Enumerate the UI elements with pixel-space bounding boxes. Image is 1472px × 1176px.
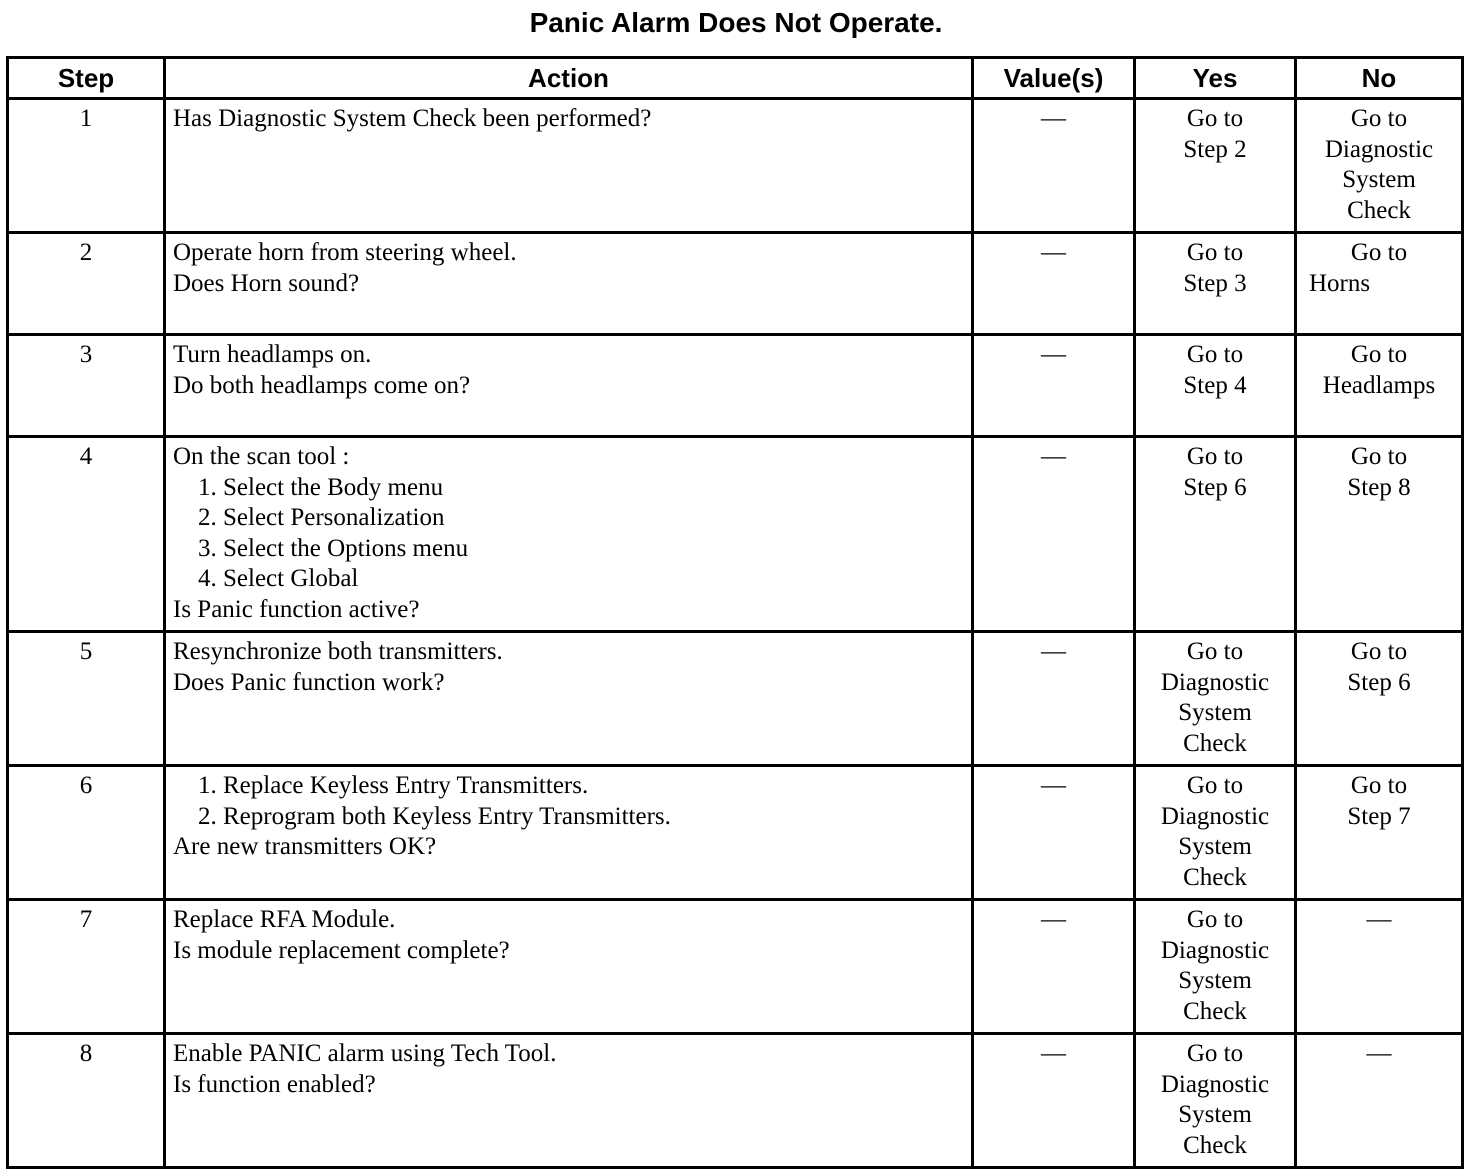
action-line: Is module replacement complete? (173, 936, 510, 964)
action-line: Resynchronize both transmitters. (173, 638, 503, 665)
action-cell (165, 437, 973, 632)
table-row (8, 437, 1463, 632)
header-action: Action (165, 58, 973, 99)
yes-cell (1135, 99, 1296, 233)
no-cell (1296, 632, 1463, 766)
header-values: Value(s) (973, 58, 1135, 99)
yes-line: Diagnostic (1160, 802, 1270, 830)
yes-line: Go to (1186, 772, 1244, 799)
yes-line: System (1178, 1101, 1252, 1128)
value-cell: — (973, 99, 1135, 233)
yes-line: Step 2 (1183, 135, 1247, 163)
action-line: Is Panic function active? (173, 595, 420, 623)
no-line: — (1366, 1040, 1392, 1067)
value-cell: — (973, 1034, 1135, 1168)
yes-line: Go to (1186, 239, 1244, 266)
value-cell: — (973, 766, 1135, 900)
yes-line: Check (1183, 1131, 1247, 1159)
action-substep: 4. Select Global (198, 565, 359, 592)
yes-cell (1135, 437, 1296, 632)
action-line: Do both headlamps come on? (173, 371, 471, 399)
table-row (8, 233, 1463, 335)
yes-line: Go to (1186, 1040, 1244, 1067)
action-line: Has Diagnostic System Check been performed? (173, 105, 652, 132)
yes-line: Go to (1186, 341, 1244, 368)
step-number: 3 (8, 335, 165, 437)
action-substep: 1. Replace Keyless Entry Transmitters. (198, 772, 589, 799)
yes-cell (1135, 233, 1296, 335)
no-line: Go to (1350, 341, 1408, 368)
no-line: Go to (1350, 105, 1408, 132)
yes-line: Diagnostic (1160, 936, 1270, 964)
table-row (8, 766, 1463, 900)
action-line: Replace RFA Module. (173, 906, 396, 933)
no-line: — (1366, 906, 1392, 933)
no-line: Diagnostic (1324, 135, 1434, 163)
value-cell: — (973, 233, 1135, 335)
no-line: Go to (1350, 772, 1408, 799)
table-row (8, 900, 1463, 1034)
action-cell (165, 766, 973, 900)
value-cell: — (973, 335, 1135, 437)
yes-cell (1135, 900, 1296, 1034)
step-number: 5 (8, 632, 165, 766)
step-number: 8 (8, 1034, 165, 1168)
step-number: 7 (8, 900, 165, 1034)
table-row (8, 1034, 1463, 1168)
action-line: Is function enabled? (173, 1070, 376, 1098)
yes-line: Go to (1186, 906, 1244, 933)
yes-line: Check (1183, 863, 1247, 891)
action-line: On the scan tool : (173, 443, 350, 470)
header-yes: Yes (1135, 58, 1296, 99)
action-cell (165, 233, 973, 335)
no-line: System (1342, 166, 1416, 193)
yes-line: System (1178, 833, 1252, 860)
yes-line: System (1178, 699, 1252, 726)
yes-line: Step 6 (1183, 473, 1247, 501)
action-line: Operate horn from steering wheel. (173, 239, 517, 266)
yes-line: Check (1183, 729, 1247, 757)
no-cell (1296, 766, 1463, 900)
no-line: Step 7 (1347, 802, 1411, 830)
value-cell: — (973, 437, 1135, 632)
yes-line: Step 3 (1183, 269, 1247, 297)
action-substep: 2. Select Personalization (198, 504, 445, 531)
no-cell (1296, 900, 1463, 1034)
no-cell (1296, 437, 1463, 632)
no-line: Go to (1350, 239, 1408, 266)
value-cell: — (973, 900, 1135, 1034)
no-cell (1296, 1034, 1463, 1168)
table-header-row (8, 58, 1463, 99)
action-line: Does Horn sound? (173, 269, 360, 297)
table-row (8, 335, 1463, 437)
action-cell (165, 99, 973, 233)
action-line: Enable PANIC alarm using Tech Tool. (173, 1040, 557, 1067)
step-number: 4 (8, 437, 165, 632)
yes-line: Diagnostic (1160, 1070, 1270, 1098)
value-cell: — (973, 632, 1135, 766)
yes-cell (1135, 335, 1296, 437)
yes-line: Check (1183, 997, 1247, 1025)
yes-line: Step 4 (1183, 371, 1247, 399)
yes-line: Diagnostic (1160, 668, 1270, 696)
action-cell (165, 335, 973, 437)
step-number: 6 (8, 766, 165, 900)
yes-cell (1135, 632, 1296, 766)
action-cell (165, 632, 973, 766)
no-cell (1296, 233, 1463, 335)
table-row (8, 99, 1463, 233)
no-cell (1296, 335, 1463, 437)
header-step: Step (8, 58, 165, 99)
table-row (8, 632, 1463, 766)
no-line: Go to (1350, 638, 1408, 665)
no-line: Go to (1350, 443, 1408, 470)
yes-line: Go to (1186, 105, 1244, 132)
action-line: Does Panic function work? (173, 668, 445, 696)
yes-line: Go to (1186, 443, 1244, 470)
yes-cell (1135, 766, 1296, 900)
action-line: Are new transmitters OK? (173, 833, 437, 860)
action-substep: 1. Select the Body menu (198, 473, 444, 501)
yes-line: Go to (1186, 638, 1244, 665)
yes-line: System (1178, 967, 1252, 994)
action-substep: 3. Select the Options menu (198, 534, 469, 562)
action-substep: 2. Reprogram both Keyless Entry Transmitters. (198, 802, 671, 830)
no-line: Horns (1309, 269, 1371, 297)
page-title: Panic Alarm Does Not Operate. (529, 7, 943, 38)
diagnostic-table (6, 56, 1464, 1169)
action-line: Turn headlamps on. (173, 341, 372, 368)
header-no: No (1296, 58, 1463, 99)
no-line: Step 6 (1347, 668, 1411, 696)
no-cell (1296, 99, 1463, 233)
action-cell (165, 1034, 973, 1168)
no-line: Step 8 (1347, 473, 1411, 501)
step-number: 1 (8, 99, 165, 233)
action-cell (165, 900, 973, 1034)
yes-cell (1135, 1034, 1296, 1168)
no-line: Check (1347, 196, 1411, 224)
step-number: 2 (8, 233, 165, 335)
no-line: Headlamps (1322, 371, 1436, 399)
